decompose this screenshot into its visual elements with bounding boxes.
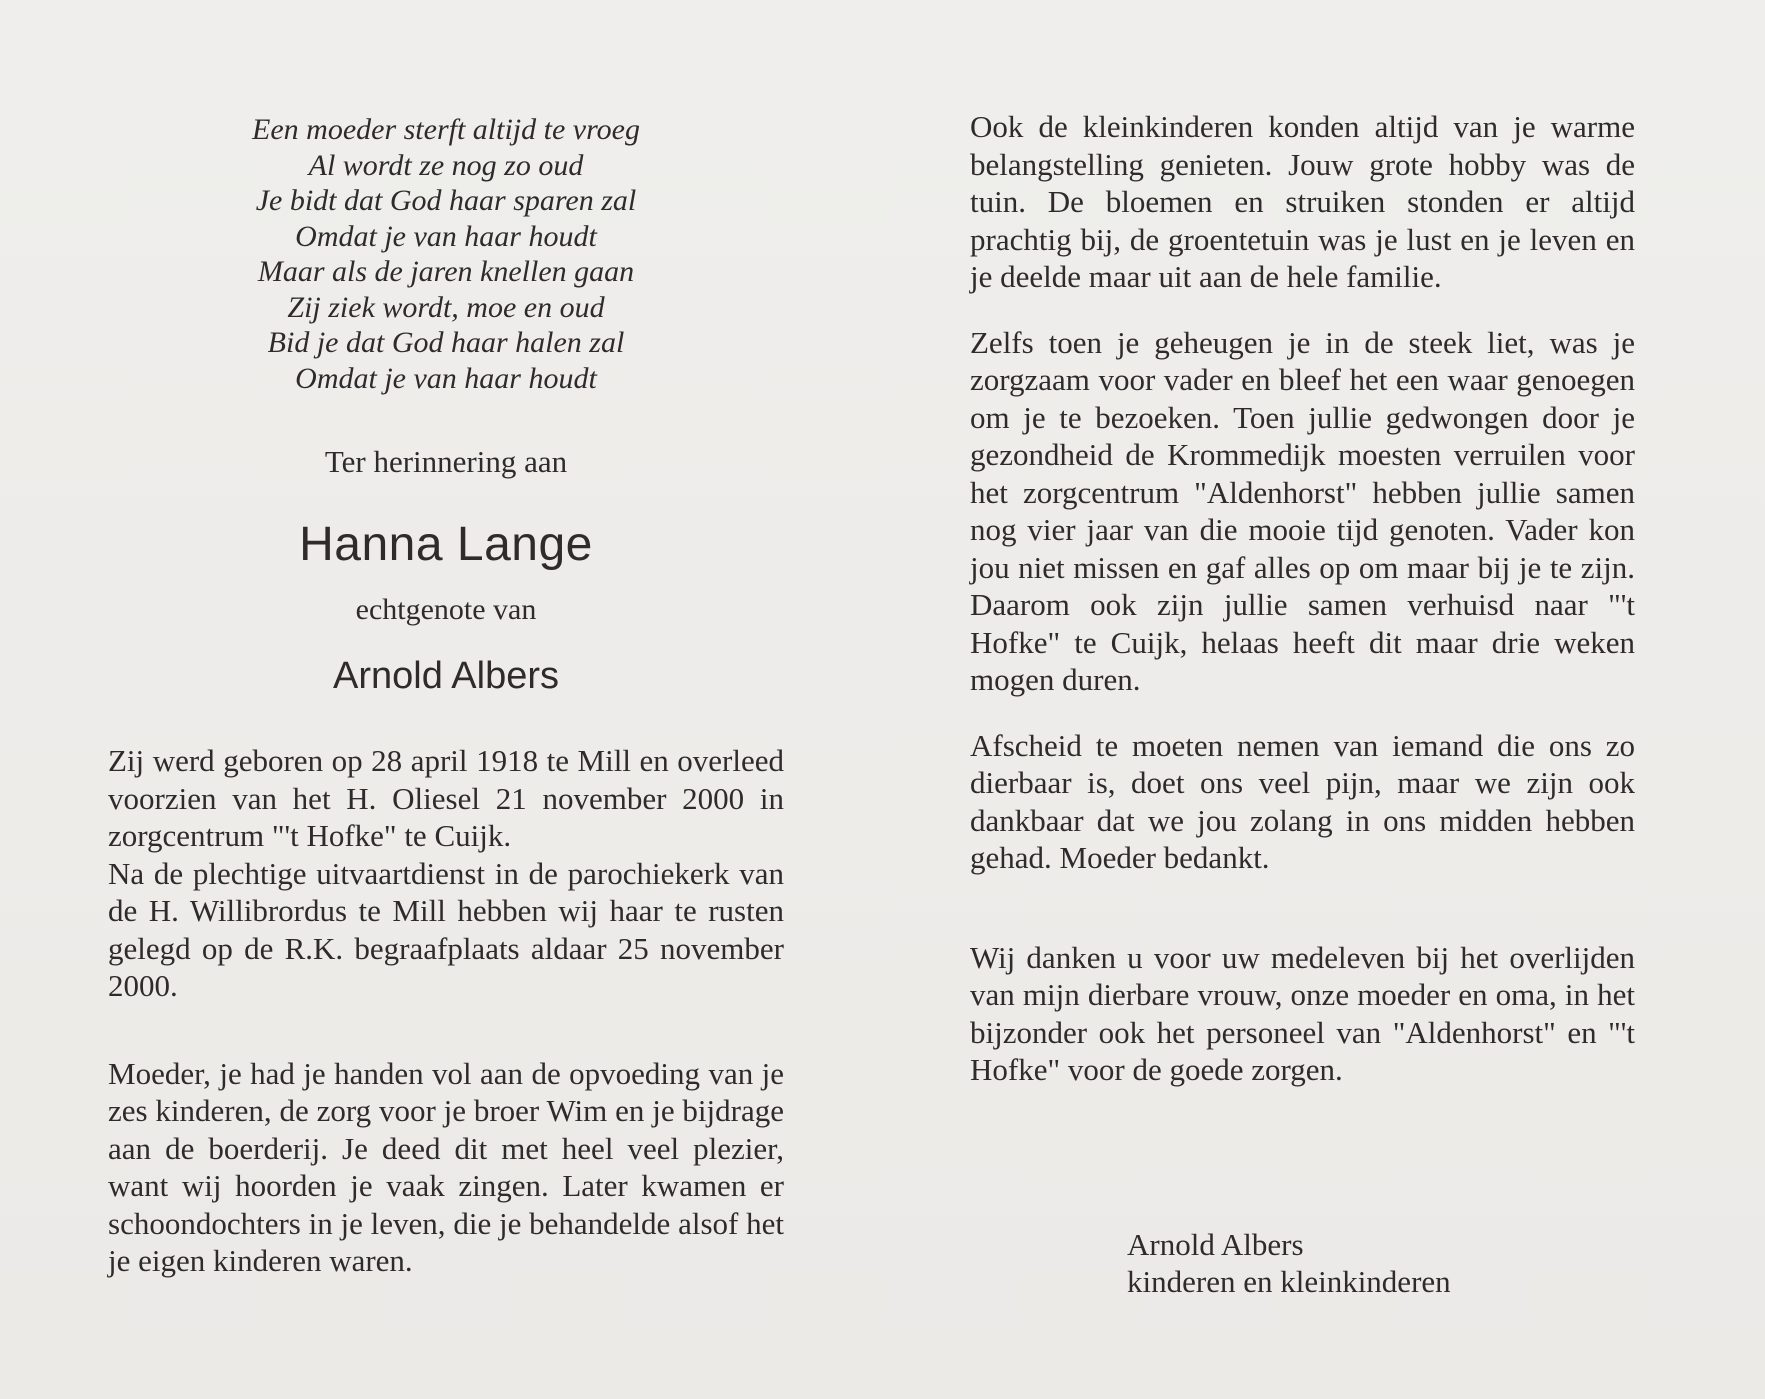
poem-line: Omdat je van haar houdt [295,361,597,395]
birth-death-paragraph: Zij werd geboren op 28 april 1918 te Mill en overleed voorzien van het H. Oliesel 21 november 2000 in zorgcentrum "'t Hofke" te Cuijk. [108,743,784,853]
poem-line: Zij ziek wordt, moe en oud [287,290,605,324]
poem [108,112,784,396]
spouse-name: Arnold Albers [332,655,559,697]
mother-paragraph: Moeder, je had je handen vol aan de opvoeding van je zes kinderen, de zorg voor je broer Wim en je bijdrage aan de boerderij. Je deed dit met heel veel plezier, want wij hoorden je vaak zingen. Later kwamen er schoondochters in je leven, die je behandelde alsof het je eigen kinderen waren. [108,1055,784,1278]
poem-line: Bid je dat God haar halen zal [267,326,625,359]
poem-line: Al wordt ze nog zo oud [308,148,584,182]
thanks-paragraph: Wij danken u voor uw medeleven bij het overlijden van mijn dierbare vrouw, onze moeder en oma, in het bijzonder ook het personeel van "Aldenhorst" en "'t Hofke" voor de goede zorgen. [970,939,1635,1087]
poem-line: Omdat je van haar houdt [295,219,597,253]
memory-paragraph: Zelfs toen je geheugen je in de steek liet, was je zorgzaam voor vader en bleef het een waar genoegen om je te bezoeken. Toen jullie gedwongen door je gezondheid de Krommedijk moesten verruilen voor het zorgcentrum "Aldenhorst" hebben jullie samen nog vier jaar van die mooie tijd genoten. Vader kon jou niet missen en gaf alles op om maar bij je te zijn. Daarom ook zijn jullie samen verhuisd naar "'t Hofke" te Cuijk, helaas heeft dit maar drie weken mogen duren. [970,324,1635,697]
funeral-paragraph: Na de plechtige uitvaartdienst in de parochiekerk van de H. Willibrordus te Mill hebben wij haar te rusten gelegd op de R.K. begraafplaats aldaar 25 november 2000. [108,855,784,1003]
grandchildren-paragraph: Ook de kleinkinderen konden altijd van je warme belangstelling genieten. Jouw grote hobby was de tuin. De bloemen en struiken stonden er altijd prachtig bij, de groentetuin was je lust en je leven en je deelde maar uit aan de hele familie. [970,109,1635,294]
deceased-name: Hanna Lange [299,518,593,571]
poem-line: Je bidt dat God haar sparen zal [255,184,637,217]
left-column [108,112,784,1280]
remembrance-heading: Ter herinnering aan [324,444,568,479]
spouse-label: echtgenote van [355,593,537,626]
farewell-paragraph: Afscheid te moeten nemen van iemand die ons zo dierbaar is, doet ons veel pijn, maar we zijn ook dankbaar dat we jou zolang in ons midden hebben gehad. Moeder bedankt. [970,727,1635,875]
poem-line: Een moeder sterft altijd te vroeg [252,113,640,146]
signature [1127,1226,1451,1300]
right-column [970,108,1635,1089]
signature-line: Arnold Albers [1127,1227,1304,1262]
poem-line: Maar als de jaren knellen gaan [257,255,635,288]
signature-line: kinderen en kleinkinderen [1127,1264,1451,1299]
